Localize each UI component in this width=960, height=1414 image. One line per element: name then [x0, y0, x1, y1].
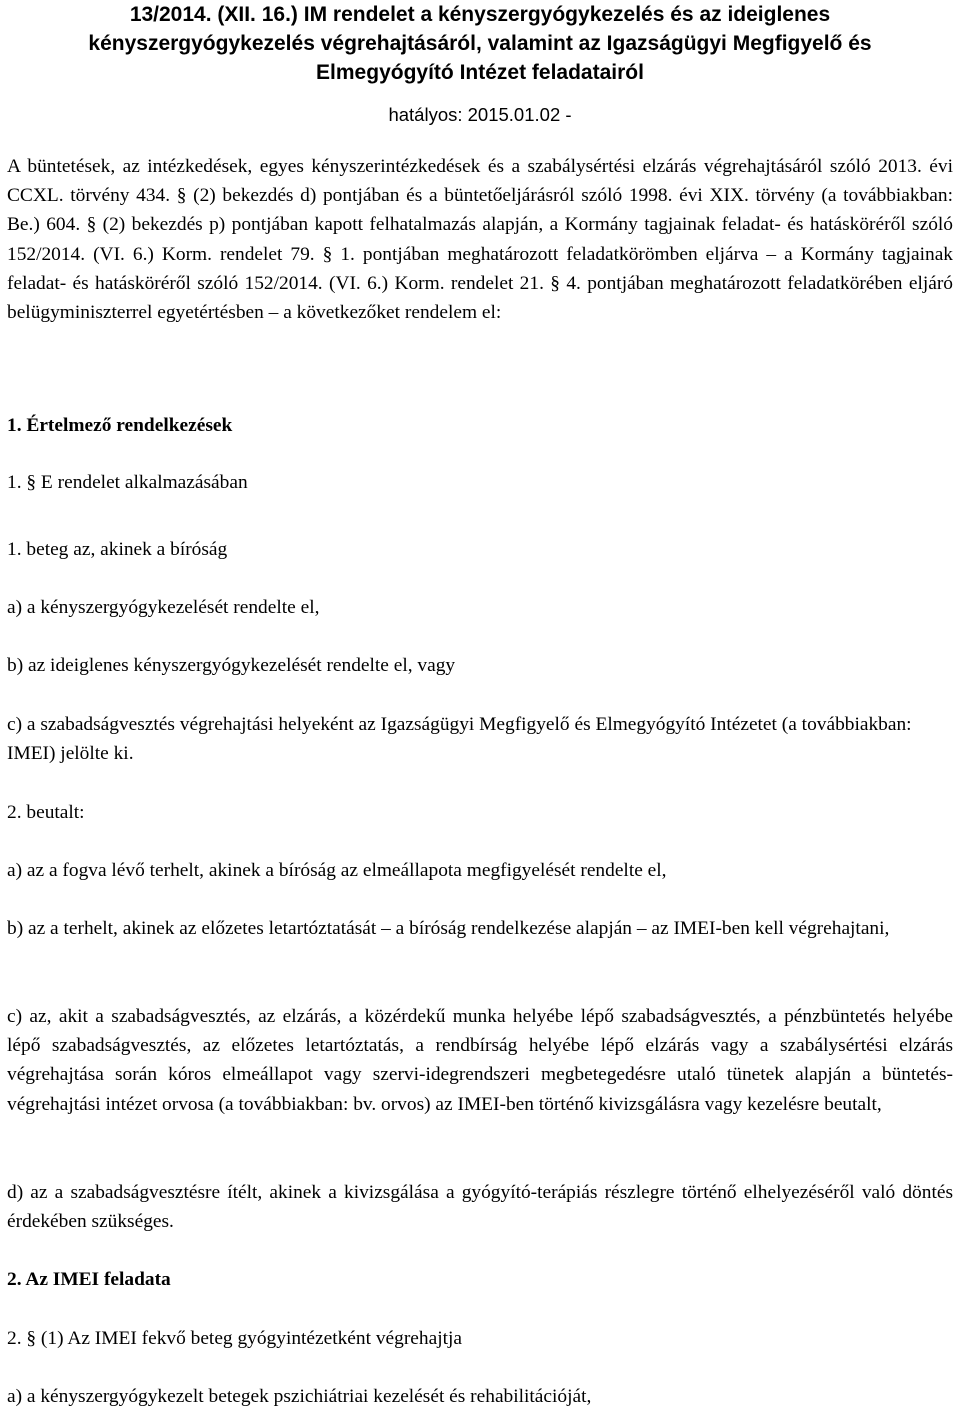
document-title — [0, 0, 960, 87]
list-item: d) az a szabadságvesztésre ítélt, akinek a kivizsgálása a gyógyító-terápiás részlegre történő elhelyezéséről való döntés érdekében szükséges. — [7, 1182, 953, 1233]
list-item: a) az a fogva lévő terhelt, akinek a bíróság az elmeállapota megfigyelését rendelte el, — [7, 860, 667, 881]
section-heading: 2. § (1) Az IMEI fekvő beteg gyógyintézetként végrehajtja — [7, 1328, 462, 1349]
title-line: 13/2014. (XII. 16.) IM rendelet a kényszergyógykezelés és az ideiglenes — [129, 3, 831, 26]
effective-date: hatályos: 2015.01.02 - — [388, 104, 572, 125]
list-item: c) a szabadságvesztés végrehajtási helyeként az Igazságügyi Megfigyelő és Elmegyógyító Intézetet (a továbbiakban: IMEI) jelölte ki. — [7, 714, 912, 765]
preamble: A büntetések, az intézkedések, egyes kényszerintézkedések és a szabálysértési elzárás végrehajtásáról szóló 2013. évi CCXL. törvény 434. § (2) bekezdés d) pontjában és a büntetőeljárásról szóló 1998. évi XIX. törvény (a továbbiakban: Be.) 604. § (2) bekezdés p) pontjában kapott felhatalmazás alapján, a Kormány tagjainak feladat- és hatásköréről szóló 152/2014. (VI. 6.) Korm. rendelet 79. § 1. pontjában meghatározott feladatkörömben eljárva – a Kormány tagjainak feladat- és hatásköréről szóló 152/2014. (VI. 6.) Korm. rendelet 21. § 4. pontjában meghatározott feladatkörében eljáró belügyminiszterrel egyetértésben – a következőket rendelem el: — [7, 156, 953, 324]
chapter-heading: 1. Értelmező rendelkezések — [7, 415, 233, 436]
definition-point: 1. beteg az, akinek a bíróság — [7, 539, 228, 560]
title-line: Elmegyógyító Intézet feladatairól — [316, 61, 644, 84]
list-item: b) az ideiglenes kényszergyógykezelését rendelte el, vagy — [7, 655, 456, 676]
list-item: b) az a terhelt, akinek az előzetes letartóztatását – a bíróság rendelkezése alapján – az IMEI-ben kell végrehajtani, — [7, 918, 890, 939]
definition-point: 2. beutalt: — [7, 802, 85, 823]
list-item: a) a kényszergyógykezelését rendelte el, — [7, 597, 320, 618]
list-item: c) az, akit a szabadságvesztés, az elzárás, a közérdekű munka helyébe lépő szabadságvesztés, a pénzbüntetés helyébe lépő szabadságvesztés, az előzetes letartóztatás, a rendbírság helyébe lépő elzárás vagy a szabálysértési elzárás végrehajtása során kóros elmeállapot vagy szervi-idegrendszeri megbetegedésre utaló tünetek alapján a büntetés-végrehajtási intézet orvosa (a továbbiakban: bv. orvos) az IMEI-ben történő kivizsgálásra vagy kezelésre beutalt, — [7, 1006, 953, 1115]
title-line: kényszergyógykezelés végrehajtásáról, valamint az Igazságügyi Megfigyelő és — [88, 32, 872, 55]
list-item: a) a kényszergyógykezelt betegek pszichiátriai kezelését és rehabilitációját, — [7, 1386, 592, 1407]
chapter-heading: 2. Az IMEI feladata — [7, 1269, 171, 1290]
section-heading: 1. § E rendelet alkalmazásában — [7, 472, 248, 493]
